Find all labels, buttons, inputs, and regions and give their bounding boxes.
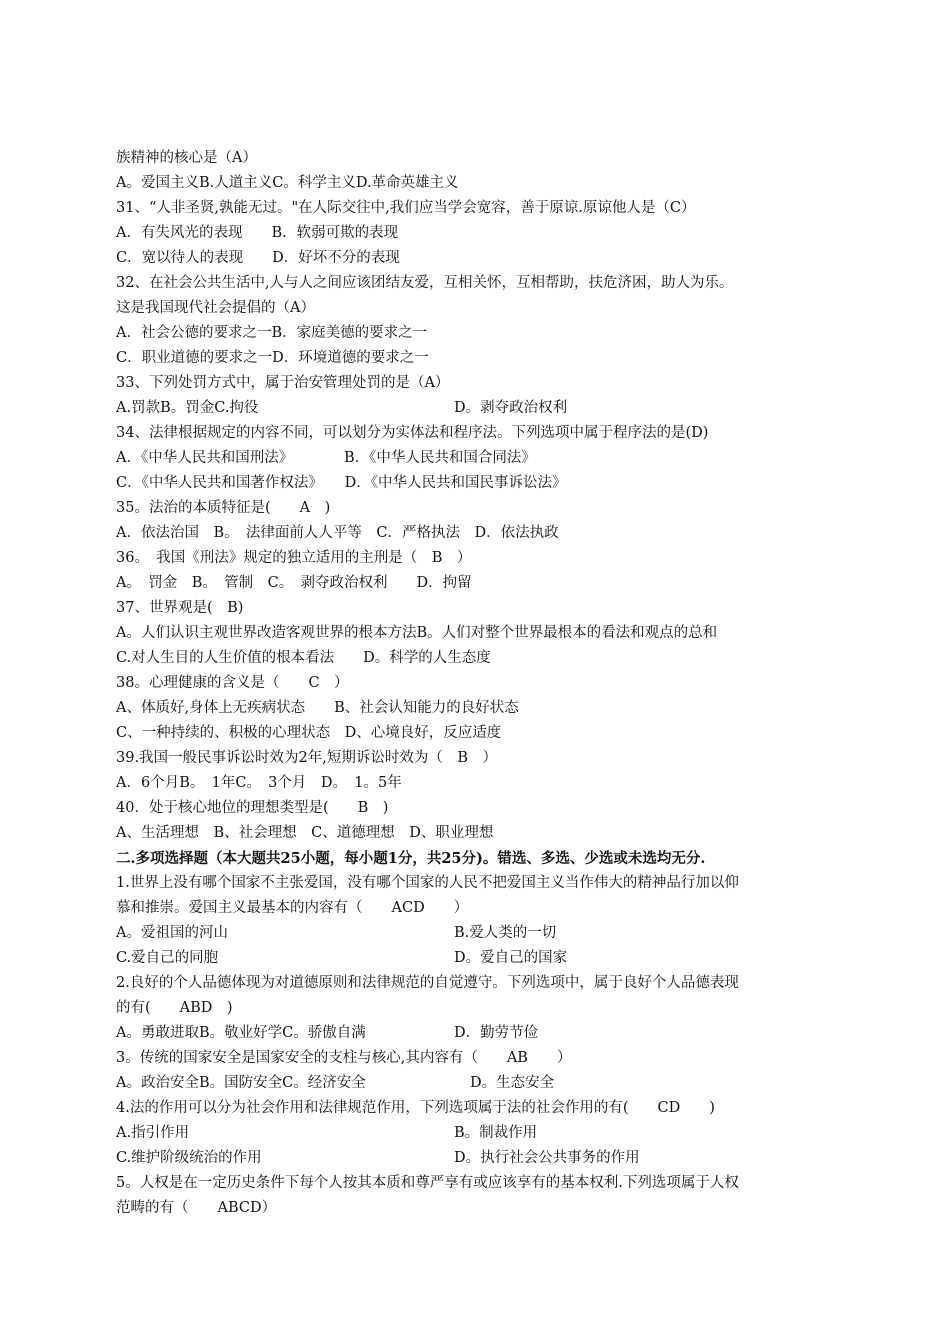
multi-question-5-cont: 范畴的有（ ABCD）	[116, 1200, 277, 1216]
answer-options	[116, 1121, 846, 1146]
multi-question-4: 4.法的作用可以分为社会作用和法律规范作用，下列选项属于法的社会作用的有( CD )	[116, 1100, 715, 1116]
answer-options: C．宽以待人的表现 D．好坏不分的表现	[116, 250, 400, 266]
option-a: A.指引作用	[116, 1125, 190, 1141]
option-abc: A。政治安全B。国防安全C。经济安全	[116, 1075, 366, 1091]
question-36: 36。 我国《刑法》规定的独立适用的主刑是（ B ）	[116, 550, 472, 566]
answer-options	[116, 396, 846, 421]
option-d: D．勤劳节俭	[454, 1025, 539, 1041]
question-32: 32、在社会公共生活中,人与人之间应该团结友爱，互相关怀，互相帮助，扶危济困，助人为乐。	[116, 275, 734, 291]
question-33: 33、下列处罚方式中，属于治安管理处罚的是（A）	[116, 375, 450, 391]
question-32-cont: 这是我国现代社会提倡的（A）	[116, 300, 315, 316]
option-c: C.维护阶级统治的作用	[116, 1150, 262, 1166]
answer-options: A、生活理想 B、社会理想 C、道德理想 D、职业理想	[116, 825, 494, 841]
answer-options	[116, 1021, 846, 1046]
answer-options: C．职业道德的要求之一D．环境道德的要求之一	[116, 350, 429, 366]
multi-question-1-cont: 慕和推崇。爱国主义最基本的内容有（ ACD ）	[116, 900, 469, 916]
answer-options	[116, 946, 846, 971]
answer-options: A．有失风光的表现 B．软弱可欺的表现	[116, 225, 399, 241]
answer-options: C.对人生目的人生价值的根本看法 D。科学的人生态度	[116, 650, 491, 666]
text-line: 族精神的核心是（A）	[116, 150, 257, 166]
answer-options: C．《中华人民共和国著作权法》 D．《中华人民共和国民事诉讼法》	[116, 475, 567, 491]
answer-options: A．社会公德的要求之一B．家庭美德的要求之一	[116, 325, 428, 341]
document-body	[116, 146, 846, 1221]
multi-question-1: 1.世界上没有哪个国家不主张爱国，没有哪个国家的人民不把爱国主义当作伟大的精神品行加以仰	[116, 875, 739, 891]
question-38: 38。心理健康的含义是（ C ）	[116, 675, 349, 691]
option-d: D。剥夺政治权利	[454, 400, 568, 416]
question-37: 37、世界观是( B)	[116, 600, 244, 616]
multi-question-3: 3。传统的国家安全是国家安全的支柱与核心,其内容有（ AB ）	[116, 1050, 572, 1066]
option-b: B.爱人类的一切	[454, 925, 557, 941]
option-d: D。执行社会公共事务的作用	[454, 1150, 640, 1166]
option-c: C.爱自己的同胞	[116, 950, 219, 966]
multi-question-5: 5。人权是在一定历史条件下每个人按其本质和尊严享有或应该享有的基本权利.下列选项属于人权	[116, 1175, 739, 1191]
answer-options: A．依法治国 B。 法律面前人人平等 C．严格执法 D．依法执政	[116, 525, 559, 541]
answer-options: A．《中华人民共和国刑法》 B．《中华人民共和国合同法》	[116, 450, 536, 466]
section-heading: 二.多项选择题（本大题共25小题，每小题1分，共25分)。错选、多选、少选或未选均无分.	[116, 850, 706, 867]
option-d: D。生态安全	[470, 1075, 555, 1091]
question-40: 40．处于核心地位的理想类型是( B )	[116, 800, 389, 816]
answer-options	[116, 921, 846, 946]
question-31: 31、“人非圣贤,孰能无过。"在人际交往中,我们应当学会宽容，善于原谅.原谅他人是（C）	[116, 200, 696, 216]
answer-options: A。 罚金 B。 管制 C。 剥夺政治权利 D．拘留	[116, 575, 472, 591]
option-d: D。爱自己的国家	[454, 950, 568, 966]
answer-options	[116, 1071, 846, 1096]
answer-options	[116, 1146, 846, 1171]
answer-options: A、体质好,身体上无疾病状态 B、社会认知能力的良好状态	[116, 700, 519, 716]
answer-options: A．6个月B。 1年C。 3个月 D。 1。5年	[116, 775, 402, 791]
question-35: 35。法治的本质特征是( A )	[116, 500, 331, 516]
multi-question-2-cont: 的有( ABD )	[116, 1000, 233, 1016]
question-39: 39.我国一般民事诉讼时效为2年,短期诉讼时效为（ B ）	[116, 750, 498, 766]
option-abc: A.罚款B。罚金C.拘役	[116, 400, 259, 416]
option-b: B。制裁作用	[454, 1125, 538, 1141]
option-abc: A。勇敢进取B。敬业好学C。骄傲自满	[116, 1025, 366, 1041]
question-34: 34、法律根据规定的内容不同，可以划分为实体法和程序法。下列选项中属于程序法的是(D)	[116, 425, 709, 441]
answer-options: A。人们认识主观世界改造客观世界的根本方法B。人们对整个世界最根本的看法和观点的总和	[116, 625, 718, 641]
multi-question-2: 2.良好的个人品德体现为对道德原则和法律规范的自觉遵守。下列选项中，属于良好个人品德表现	[116, 975, 739, 991]
answer-options: C、一种持续的、积极的心理状态 D、心境良好，反应适度	[116, 725, 502, 741]
option-a: A。爱祖国的河山	[116, 925, 228, 941]
answer-options: A。爱国主义B.人道主义C。科学主义D.革命英雄主义	[116, 175, 459, 191]
